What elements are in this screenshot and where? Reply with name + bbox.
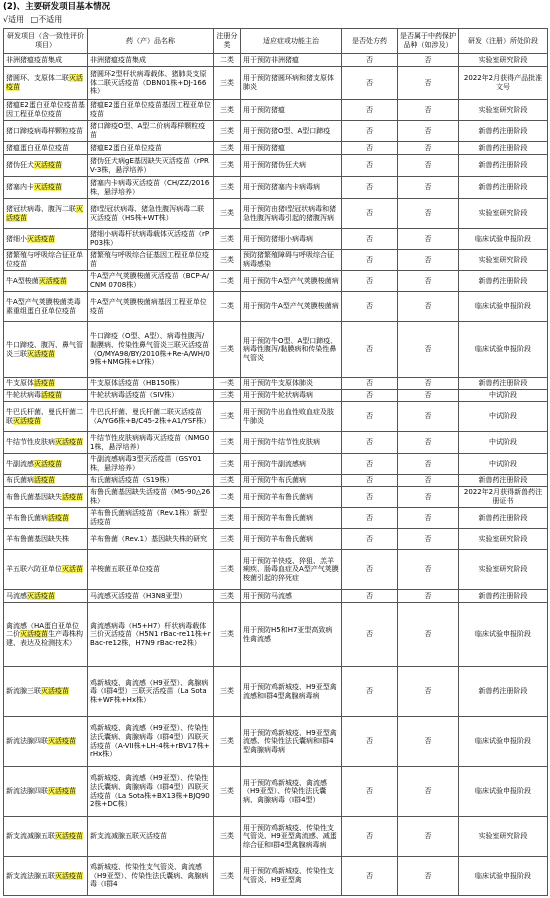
- cell-prescription: 否: [342, 603, 398, 667]
- cell-prescription: 否: [342, 432, 398, 454]
- table-row: [4, 229, 548, 250]
- cell-stage: 实验室研究阶段: [459, 199, 548, 229]
- cell-project: 猪冠状病毒、腹泻二联灭活疫苗: [4, 199, 88, 229]
- cell-prescription: 否: [342, 292, 398, 322]
- cell-tcm-protected: 否: [398, 142, 459, 155]
- cell-product-name: 牛轮状病毒活疫苗（SIV株）: [88, 390, 214, 402]
- cell-product-name: 鸡新城疫、禽流感（H9亚型）、禽腺病毒（I群4型）三联灭活疫苗（La Sota株+WF株+Hx株）: [88, 667, 214, 717]
- keyword-highlight: 活疫苗: [41, 391, 62, 400]
- cell-prescription: 否: [342, 590, 398, 603]
- keyword-highlight: 灭活疫苗: [27, 349, 55, 358]
- cell-tcm-protected: 否: [398, 817, 459, 857]
- cell-product-name: 牛A型产气荚膜梭菌灭活疫苗（BCP-A/CNM 0708株）: [88, 271, 214, 292]
- keyword-highlight: 灭活疫苗: [6, 204, 83, 222]
- cell-registration-class: 三类: [214, 767, 241, 817]
- table-row: [4, 767, 548, 817]
- cell-prescription: 否: [342, 177, 398, 199]
- section-title: (2)、主要研发项目基本情况: [3, 2, 111, 12]
- cell-registration-class: 三类: [214, 142, 241, 155]
- cell-product-name: 牛支原体活疫苗（HB150株）: [88, 378, 214, 390]
- cell-product-name: 牛巴氏杆菌、曼氏杆菌二联灭活疫苗（A/YG6株+B/C45-2株+A1/YSF株）: [88, 402, 214, 432]
- cell-stage: 新兽药注册阶段: [459, 142, 548, 155]
- cell-project: 猪瘟蛋白亚单位疫苗: [4, 142, 88, 155]
- cell-tcm-protected: 否: [398, 378, 459, 390]
- col-header-indication: 适应症或功能主治: [241, 29, 342, 54]
- cell-project: 新支流法腺五联灭活疫苗: [4, 857, 88, 896]
- table-row: [4, 550, 548, 590]
- cell-stage: 2022年2月获得新兽药注册证书: [459, 487, 548, 508]
- cell-prescription: 否: [342, 271, 398, 292]
- cell-product-name: 羊梭菌五联亚单位疫苗: [88, 550, 214, 590]
- cell-tcm-protected: 否: [398, 155, 459, 177]
- cell-stage: 中试阶段: [459, 390, 548, 402]
- cell-project: 新流法腺四联灭活疫苗: [4, 717, 88, 767]
- cell-project: 牛副流感灭活疫苗: [4, 454, 88, 475]
- cell-product-name: 禽流感病毒（H5+H7）杆状病毒载体三价灭活疫苗（H5N1 rBac-re11株+rBac-re12株，H7N9 rBac-re2株）: [88, 603, 214, 667]
- table-row: [4, 475, 548, 487]
- keyword-highlight: 灭活疫苗: [41, 687, 69, 696]
- cell-indication: 用于预防H5和H7亚型高致病性禽流感: [241, 603, 342, 667]
- cell-prescription: 否: [342, 717, 398, 767]
- cell-tcm-protected: 否: [398, 100, 459, 121]
- cell-tcm-protected: 否: [398, 667, 459, 717]
- cell-indication: 用于预防鸡新城疫、H9亚型禽流感、传染性法氏囊病和I群4型禽腺病毒病: [241, 717, 342, 767]
- cell-tcm-protected: 否: [398, 550, 459, 590]
- cell-stage: 新兽药注册阶段: [459, 155, 548, 177]
- keyword-highlight: 灭活疫苗: [48, 787, 76, 796]
- rd-projects-table: [3, 28, 548, 896]
- col-header-registration-class: 注册分类: [214, 29, 241, 54]
- cell-tcm-protected: 否: [398, 454, 459, 475]
- cell-prescription: 否: [342, 229, 398, 250]
- cell-indication: 用于预防羊布鲁氏菌病: [241, 508, 342, 529]
- cell-tcm-protected: 否: [398, 717, 459, 767]
- cell-indication: 用于预防羊快疫、猝狙、羔羊痢疾、肠毒血症及A型产气荚膜梭菌引起的猝死症: [241, 550, 342, 590]
- cell-registration-class: 三类: [214, 121, 241, 142]
- cell-registration-class: 三类: [214, 667, 241, 717]
- cell-project: 新流法腺四联灭活疫苗: [4, 767, 88, 817]
- cell-indication: 用于预防鸡新城疫、禽流感（H9亚型）、传染性法氏囊病、禽腺病毒（I群4型）: [241, 767, 342, 817]
- table-row: [4, 817, 548, 857]
- cell-tcm-protected: 否: [398, 390, 459, 402]
- cell-product-name: 非洲猪瘟疫苗集成: [88, 54, 214, 67]
- cell-prescription: 否: [342, 402, 398, 432]
- keyword-highlight: 活疫苗: [34, 379, 55, 388]
- cell-indication: 用于预防鸡新城疫、传染性支气管炎、H9亚型禽流感、减蛋综合征和I群4型禽腺病毒病: [241, 817, 342, 857]
- table-row: [4, 508, 548, 529]
- cell-product-name: 猪伪狂犬病gE基因缺失灭活疫苗（rPRV-3株，悬浮培养）: [88, 155, 214, 177]
- keyword-highlight: 活疫苗: [62, 492, 83, 501]
- cell-prescription: 否: [342, 67, 398, 100]
- cell-tcm-protected: 否: [398, 177, 459, 199]
- cell-indication: 用于预防由猪Ⅰ型冠状病毒和猪急性腹泻病毒引起的猪腹泻病: [241, 199, 342, 229]
- cell-project: 牛轮状病毒活疫苗: [4, 390, 88, 402]
- cell-tcm-protected: 否: [398, 529, 459, 550]
- cell-tcm-protected: 否: [398, 508, 459, 529]
- table-row: [4, 487, 548, 508]
- col-header-project: 研发项目（含一致性评价项目）: [4, 29, 88, 54]
- cell-stage: 新兽药注册阶段: [459, 177, 548, 199]
- cell-registration-class: 三类: [214, 857, 241, 896]
- cell-product-name: 马流感灭活疫苗（H3N8亚型）: [88, 590, 214, 603]
- cell-project: 新支流减腺五联灭活疫苗: [4, 817, 88, 857]
- table-row: [4, 54, 548, 67]
- cell-registration-class: 三类: [214, 402, 241, 432]
- cell-stage: 新兽药注册阶段: [459, 271, 548, 292]
- cell-stage: 临床试验申报阶段: [459, 857, 548, 896]
- cell-stage: 新兽药注册阶段: [459, 378, 548, 390]
- cell-product-name: 羊布鲁氏菌病活疫苗（Rev.1株）新型活疫苗: [88, 508, 214, 529]
- table-row: [4, 390, 548, 402]
- table-row: [4, 590, 548, 603]
- cell-stage: 新兽药注册阶段: [459, 508, 548, 529]
- cell-product-name: 布氏菌病活疫苗（S19株）: [88, 475, 214, 487]
- table-row: [4, 250, 548, 271]
- cell-stage: 临床试验申报阶段: [459, 322, 548, 378]
- cell-registration-class: 二类: [214, 487, 241, 508]
- table-row: [4, 121, 548, 142]
- cell-product-name: 猪Ⅰ型冠状病毒、猪急性腹泻病毒二联灭活疫苗（HS株+WT株）: [88, 199, 214, 229]
- cell-indication: 用于预防牛副流感病: [241, 454, 342, 475]
- cell-indication: 用于预防鸡新城疫、传染性支气管炎、H9亚型禽: [241, 857, 342, 896]
- cell-project: 牛A型产气荚膜梭菌类毒素重组蛋白亚单位疫苗: [4, 292, 88, 322]
- cell-tcm-protected: 否: [398, 603, 459, 667]
- cell-registration-class: 三类: [214, 590, 241, 603]
- col-header-prescription: 是否处方药: [342, 29, 398, 54]
- cell-stage: 新兽药注册阶段: [459, 475, 548, 487]
- cell-registration-class: 三类: [214, 550, 241, 590]
- cell-prescription: 否: [342, 142, 398, 155]
- cell-tcm-protected: 否: [398, 271, 459, 292]
- cell-registration-class: 三类: [214, 508, 241, 529]
- cell-indication: 用于预防羊布鲁氏菌病: [241, 487, 342, 508]
- cell-project: 新流腺三联灭活疫苗: [4, 667, 88, 717]
- cell-registration-class: 二类: [214, 54, 241, 67]
- cell-prescription: 否: [342, 667, 398, 717]
- cell-registration-class: 三类: [214, 432, 241, 454]
- keyword-highlight: 灭活疫苗: [55, 871, 83, 880]
- table-row: [4, 199, 548, 229]
- cell-product-name: 猪细小病毒杆状病毒载体灭活疫苗（rPP03株）: [88, 229, 214, 250]
- col-header-product-name: 药（产）品名称: [88, 29, 214, 54]
- cell-product-name: 鸡新城疫、传染性支气管炎、禽流感（H9亚型）、传染性法氏囊病、禽腺病毒（I群4: [88, 857, 214, 896]
- cell-project: 猪口蹄疫病毒样颗粒疫苗: [4, 121, 88, 142]
- cell-indication: 用于预防鸡新城疫、H9亚型禽流感和I群4型禽腺病毒病: [241, 667, 342, 717]
- cell-project: 羊五联六防亚单位灭活苗: [4, 550, 88, 590]
- cell-registration-class: 三类: [214, 229, 241, 250]
- keyword-highlight: 灭活疫苗: [34, 161, 62, 170]
- cell-product-name: 猪繁殖与呼吸综合征基因工程亚单位疫苗: [88, 250, 214, 271]
- cell-prescription: 否: [342, 121, 398, 142]
- cell-tcm-protected: 否: [398, 250, 459, 271]
- cell-product-name: 牛口蹄疫（O型、A型）、病毒性腹泻/黏膜病、传染性鼻气管炎三联灭活疫苗（O/MYA98/BY/2010株+Re-A/WH/09株+NMG株+LY株）: [88, 322, 214, 378]
- cell-registration-class: 三类: [214, 322, 241, 378]
- table-row: [4, 603, 548, 667]
- cell-product-name: 猪塞内卡病毒灭活疫苗（CH/ZZ/2016株，悬浮培养）: [88, 177, 214, 199]
- cell-indication: 用于预防马流感: [241, 590, 342, 603]
- cell-product-name: 鸡新城疫、禽流感（H9亚型）、传染性法氏囊病、禽腺病毒（I群4型）四联灭活疫苗（A-VII株+LH-4株+rBV17株+rHx株）: [88, 717, 214, 767]
- keyword-highlight: 灭活苗: [62, 565, 83, 574]
- cell-project: 非洲猪瘟疫苗集成: [4, 54, 88, 67]
- cell-registration-class: 三类: [214, 817, 241, 857]
- cell-indication: 用于预防牛结节性皮肤病: [241, 432, 342, 454]
- cell-tcm-protected: 否: [398, 322, 459, 378]
- cell-project: 猪繁殖与呼吸综合征亚单位疫苗: [4, 250, 88, 271]
- cell-tcm-protected: 否: [398, 67, 459, 100]
- cell-indication: 用于预防牛A型产气荚膜梭菌病: [241, 292, 342, 322]
- keyword-highlight: 灭活疫苗: [13, 416, 41, 425]
- cell-prescription: 否: [342, 100, 398, 121]
- cell-stage: 实验室研究阶段: [459, 817, 548, 857]
- keyword-highlight: 活疫苗: [48, 513, 69, 522]
- keyword-highlight: 灭活疫苗: [34, 459, 62, 468]
- cell-stage: 实验室研究阶段: [459, 250, 548, 271]
- cell-registration-class: 三类: [214, 250, 241, 271]
- cell-prescription: 否: [342, 475, 398, 487]
- cell-stage: 临床试验申报阶段: [459, 229, 548, 250]
- cell-stage: 实验室研究阶段: [459, 529, 548, 550]
- cell-project: 牛支原体活疫苗: [4, 378, 88, 390]
- cell-product-name: 布鲁氏菌基因缺失活疫苗（M5-90△26株）: [88, 487, 214, 508]
- cell-registration-class: 三类: [214, 155, 241, 177]
- cell-project: 禽流感（HA蛋白亚单位二价灭活疫苗生产毒株构建、表达及检测技术）: [4, 603, 88, 667]
- cell-project: 猪塞内卡灭活疫苗: [4, 177, 88, 199]
- table-row: [4, 432, 548, 454]
- cell-registration-class: 三类: [214, 529, 241, 550]
- cell-indication: 用于预防猪伪狂犬病: [241, 155, 342, 177]
- cell-indication: 用于预防猪塞内卡病毒病: [241, 177, 342, 199]
- table-row: [4, 177, 548, 199]
- cell-project: 猪细小灭活疫苗: [4, 229, 88, 250]
- cell-registration-class: 三类: [214, 603, 241, 667]
- cell-project: 牛口蹄疫、腹泻、鼻气管炎三联灭活疫苗: [4, 322, 88, 378]
- table-row: [4, 454, 548, 475]
- cell-product-name: 猪瘟E2蛋白亚单位疫苗基因工程亚单位疫苗: [88, 100, 214, 121]
- cell-prescription: 否: [342, 54, 398, 67]
- cell-product-name: 猪圆环2型杆状病毒载体、猪肺炎支原体二联灭活疫苗（DBN01株+DJ-166株）: [88, 67, 214, 100]
- cell-prescription: 否: [342, 529, 398, 550]
- cell-tcm-protected: 否: [398, 767, 459, 817]
- table-row: [4, 857, 548, 896]
- cell-prescription: 否: [342, 322, 398, 378]
- cell-product-name: 新支流减腺五联灭活疫苗: [88, 817, 214, 857]
- cell-stage: 临床试验申报阶段: [459, 292, 548, 322]
- cell-project: 猪伪狂犬灭活疫苗: [4, 155, 88, 177]
- cell-product-name: 牛副流感病毒3型灭活疫苗（GSY01株，悬浮培养）: [88, 454, 214, 475]
- table-row: [4, 100, 548, 121]
- cell-stage: 新兽药注册阶段: [459, 667, 548, 717]
- cell-stage: 实验室研究阶段: [459, 54, 548, 67]
- cell-registration-class: 三类: [214, 717, 241, 767]
- cell-prescription: 否: [342, 390, 398, 402]
- table-row: [4, 292, 548, 322]
- cell-tcm-protected: 否: [398, 475, 459, 487]
- table-row: [4, 402, 548, 432]
- cell-prescription: 否: [342, 155, 398, 177]
- cell-registration-class: 三类: [214, 100, 241, 121]
- cell-indication: 用于预防猪圆环病和猪支原体肺炎: [241, 67, 342, 100]
- cell-indication: 用于预防牛出血性败血症及肢牛肺炎: [241, 402, 342, 432]
- keyword-highlight: 活疫苗: [34, 476, 55, 485]
- cell-registration-class: 三类: [214, 67, 241, 100]
- cell-stage: 中试阶段: [459, 402, 548, 432]
- cell-registration-class: 二类: [214, 292, 241, 322]
- cell-indication: 用于预防牛轮状病毒病: [241, 390, 342, 402]
- cell-prescription: 否: [342, 454, 398, 475]
- cell-registration-class: 二类: [214, 271, 241, 292]
- cell-stage: 临床试验申报阶段: [459, 767, 548, 817]
- table-header-row: [4, 29, 548, 54]
- cell-registration-class: 一类: [214, 378, 241, 390]
- cell-tcm-protected: 否: [398, 402, 459, 432]
- cell-stage: 实验室研究阶段: [459, 550, 548, 590]
- applicability-legend: [3, 14, 66, 25]
- cell-indication: 用于预防猪细小病毒病: [241, 229, 342, 250]
- keyword-highlight: 灭活疫苗: [27, 591, 55, 600]
- cell-tcm-protected: 否: [398, 857, 459, 896]
- table-row: [4, 378, 548, 390]
- cell-product-name: 牛A型产气荚膜梭菌病基因工程亚单位疫苗: [88, 292, 214, 322]
- cell-project: 布氏菌病活疫苗: [4, 475, 88, 487]
- keyword-highlight: 灭活疫苗: [6, 74, 83, 91]
- cell-stage: 实验室研究阶段: [459, 100, 548, 121]
- keyword-highlight: 灭活疫苗: [34, 183, 62, 192]
- cell-indication: 用于预防牛支原体肺炎: [241, 378, 342, 390]
- cell-indication: 用于预防猪瘟: [241, 100, 342, 121]
- keyword-highlight: 灭活疫苗: [20, 630, 48, 639]
- table-row: [4, 155, 548, 177]
- cell-prescription: 否: [342, 199, 398, 229]
- cell-prescription: 否: [342, 487, 398, 508]
- table-row: [4, 667, 548, 717]
- cell-tcm-protected: 否: [398, 54, 459, 67]
- cell-project: 牛A型梭菌灭活疫苗: [4, 271, 88, 292]
- cell-stage: 新兽药注册阶段: [459, 121, 548, 142]
- cell-stage: 新兽药注册阶段: [459, 590, 548, 603]
- cell-product-name: 羊布鲁菌（Rev.1）基因缺失株的研究: [88, 529, 214, 550]
- cell-project: 猪瘟E2蛋白亚单位疫苗基因工程亚单位疫苗: [4, 100, 88, 121]
- cell-tcm-protected: 否: [398, 121, 459, 142]
- cell-indication: 预防猪繁殖障碍与呼吸综合征病毒感染: [241, 250, 342, 271]
- table-row: [4, 717, 548, 767]
- cell-project: 布鲁氏菌基因缺失活疫苗: [4, 487, 88, 508]
- table-row: [4, 67, 548, 100]
- cell-tcm-protected: 否: [398, 432, 459, 454]
- cell-project: 马流感灭活疫苗: [4, 590, 88, 603]
- cell-product-name: 牛结节性皮肤病病毒灭活疫苗（NMG01株，悬浮培养）: [88, 432, 214, 454]
- cell-registration-class: 三类: [214, 177, 241, 199]
- cell-project: 羊布鲁氏菌病活疫苗: [4, 508, 88, 529]
- cell-prescription: 否: [342, 767, 398, 817]
- keyword-highlight: 灭活疫苗: [55, 832, 83, 841]
- cell-registration-class: 三类: [214, 390, 241, 402]
- cell-project: 猪圆环、支原体二联灭活疫苗: [4, 67, 88, 100]
- cell-indication: 用于预防猪O型、A型口蹄疫: [241, 121, 342, 142]
- cell-product-name: 鸡新城疫、禽流感（H9亚型）、传染性法氏囊病、禽腺病毒（I群4型）四联灭活疫苗（La Sota株+BX13株+BJQ902株+DC株）: [88, 767, 214, 817]
- cell-tcm-protected: 否: [398, 487, 459, 508]
- cell-stage: 中试阶段: [459, 432, 548, 454]
- cell-tcm-protected: 否: [398, 590, 459, 603]
- legend-applicable: √适用: [3, 15, 25, 24]
- cell-indication: 用于预防牛O型、A型口蹄疫、病毒性腹泻/黏膜病和传染性鼻气管炎: [241, 322, 342, 378]
- cell-registration-class: 三类: [214, 454, 241, 475]
- cell-indication: 用于预防羊布鲁氏菌病: [241, 529, 342, 550]
- cell-tcm-protected: 否: [398, 292, 459, 322]
- keyword-highlight: 灭活疫苗: [48, 737, 76, 746]
- cell-prescription: 否: [342, 250, 398, 271]
- keyword-highlight: 灭活疫苗: [27, 234, 55, 243]
- cell-product-name: 猪瘟E2蛋白亚单位疫苗: [88, 142, 214, 155]
- col-header-stage: 研发（注册）所处阶段: [459, 29, 548, 54]
- col-header-tcm-protected: 是否属于中药保护品种（如涉及）: [398, 29, 459, 54]
- cell-prescription: 否: [342, 378, 398, 390]
- cell-stage: 临床试验申报阶段: [459, 603, 548, 667]
- cell-stage: 临床试验申报阶段: [459, 717, 548, 767]
- cell-project: 牛结节性皮肤病灭活疫苗: [4, 432, 88, 454]
- table-row: [4, 322, 548, 378]
- cell-prescription: 否: [342, 550, 398, 590]
- cell-indication: 用于预防非洲猪瘟: [241, 54, 342, 67]
- cell-prescription: 否: [342, 817, 398, 857]
- cell-project: 羊布鲁菌基因缺失株: [4, 529, 88, 550]
- cell-prescription: 否: [342, 508, 398, 529]
- table-row: [4, 529, 548, 550]
- cell-indication: 用于预防牛A型产气荚膜梭菌病: [241, 271, 342, 292]
- cell-tcm-protected: 否: [398, 229, 459, 250]
- cell-prescription: 否: [342, 857, 398, 896]
- legend-not-applicable: □不适用: [30, 15, 63, 24]
- cell-tcm-protected: 否: [398, 199, 459, 229]
- cell-registration-class: 三类: [214, 475, 241, 487]
- cell-indication: 用于预防牛布氏菌病: [241, 475, 342, 487]
- cell-indication: 用于预防猪瘟: [241, 142, 342, 155]
- table-row: [4, 142, 548, 155]
- keyword-highlight: 灭活疫苗: [38, 276, 67, 285]
- cell-product-name: 猪口蹄疫O型、A型二价病毒样颗粒疫苗: [88, 121, 214, 142]
- keyword-highlight: 灭活疫苗: [55, 438, 83, 447]
- cell-stage: 2022年2月获得产品批准文号: [459, 67, 548, 100]
- cell-registration-class: 三类: [214, 199, 241, 229]
- cell-project: 牛巴氏杆菌、曼氏杆菌二联灭活疫苗: [4, 402, 88, 432]
- table-row: [4, 271, 548, 292]
- cell-stage: 中试阶段: [459, 454, 548, 475]
